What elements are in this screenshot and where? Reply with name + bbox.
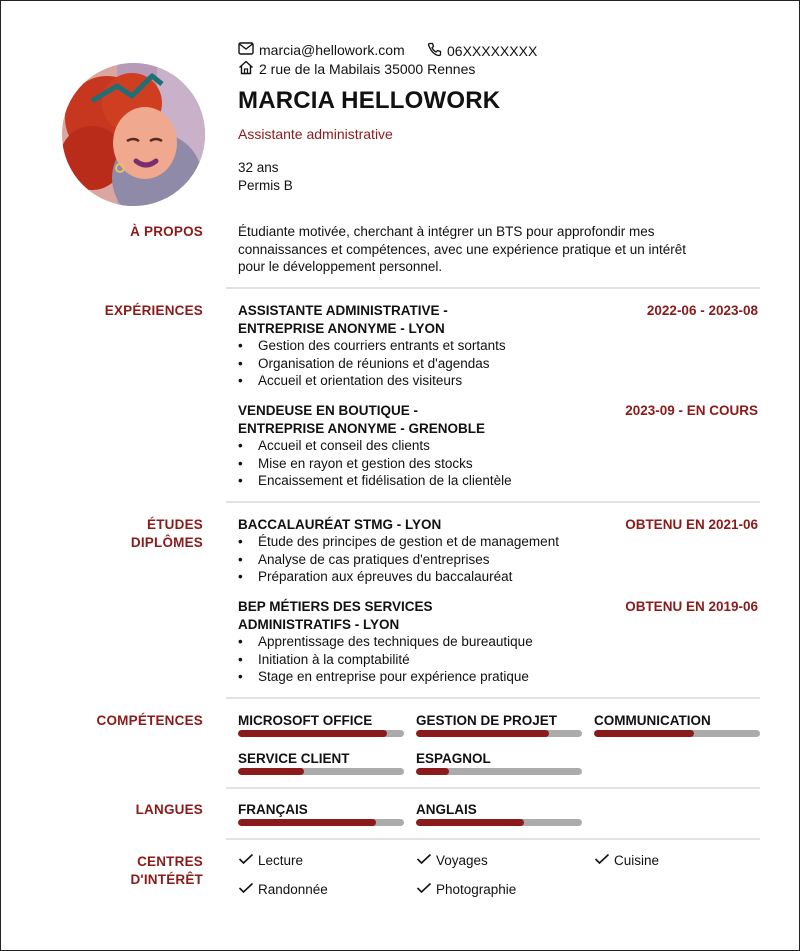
interest-label: Lecture bbox=[258, 853, 304, 868]
experience-title bbox=[238, 402, 485, 437]
skill-name: SERVICE CLIENT bbox=[238, 751, 350, 766]
list-item: • Préparation aux épreuves du baccalauréat bbox=[238, 568, 559, 586]
language-item bbox=[416, 801, 582, 826]
home-icon bbox=[238, 60, 254, 78]
education-bullets bbox=[238, 533, 559, 586]
language-bar bbox=[416, 819, 582, 826]
contact-email-row bbox=[238, 42, 405, 58]
experience-title-line: ENTREPRISE ANONYME - LYON bbox=[238, 320, 445, 336]
skill-bar-fill bbox=[238, 730, 387, 737]
email-text[interactable]: marcia@hellowork.com bbox=[259, 42, 405, 58]
list-item: • Analyse de cas pratiques d'entreprises bbox=[238, 551, 559, 569]
experience-title-line: ENTREPRISE ANONYME - GRENOBLE bbox=[238, 420, 486, 436]
list-item: • Étude des principes de gestion et de management bbox=[238, 533, 559, 551]
interest-label: Photographie bbox=[436, 882, 517, 897]
experience-date: 2023-09 - EN COURS bbox=[625, 403, 758, 418]
about-text bbox=[238, 223, 738, 276]
check-icon bbox=[238, 853, 254, 868]
envelope-icon bbox=[238, 42, 254, 58]
license: Permis B bbox=[238, 178, 293, 193]
about-line: pour le développement personnel. bbox=[238, 259, 443, 274]
check-icon bbox=[594, 853, 610, 868]
age: 32 ans bbox=[238, 160, 279, 175]
section-label-line: DIPLÔMES bbox=[130, 534, 203, 550]
section-label-experiences: EXPÉRIENCES bbox=[104, 303, 203, 318]
section-label-languages: LANGUES bbox=[135, 802, 203, 817]
interest-item bbox=[416, 853, 488, 868]
skill-bar bbox=[594, 730, 760, 737]
education-title-line: ADMINISTRATIFS - LYON bbox=[238, 616, 400, 632]
interest-item bbox=[416, 882, 516, 897]
section-label-line: ÉTUDES bbox=[147, 517, 203, 532]
education-title bbox=[238, 598, 433, 633]
skill-bar-fill bbox=[594, 730, 694, 737]
section-label-interests bbox=[130, 853, 203, 888]
list-item: • Accueil et conseil des clients bbox=[238, 437, 512, 455]
check-icon bbox=[416, 882, 432, 897]
skill-bar bbox=[238, 768, 404, 775]
divider bbox=[226, 697, 760, 699]
list-item: • Mise en rayon et gestion des stocks bbox=[238, 455, 512, 473]
about-line: connaissances et compétences, avec une expérience pratique et un intérêt bbox=[238, 241, 687, 257]
education-date: OBTENU EN 2019-06 bbox=[625, 599, 758, 614]
skill-name: MICROSOFT OFFICE bbox=[238, 713, 373, 728]
divider bbox=[226, 838, 760, 840]
interest-label: Randonnée bbox=[258, 882, 328, 897]
language-bar-fill bbox=[416, 819, 524, 826]
interest-label: Cuisine bbox=[614, 853, 660, 868]
divider bbox=[226, 287, 760, 289]
skill-item bbox=[594, 712, 760, 737]
skill-name: GESTION DE PROJET bbox=[416, 713, 558, 728]
list-item: • Initiation à la comptabilité bbox=[238, 651, 533, 669]
list-item: • Stage en entreprise pour expérience pratique bbox=[238, 668, 533, 686]
language-bar-fill bbox=[238, 819, 376, 826]
skill-bar bbox=[416, 768, 582, 775]
experience-title bbox=[238, 302, 448, 337]
divider bbox=[226, 787, 760, 789]
education-bullets bbox=[238, 633, 533, 686]
section-label-education bbox=[131, 516, 203, 551]
experience-bullets bbox=[238, 437, 512, 490]
candidate-name: MARCIA HELLOWORK bbox=[238, 87, 501, 114]
divider bbox=[226, 501, 760, 503]
section-label-line: CENTRES bbox=[137, 854, 203, 869]
phone-text[interactable]: 06XXXXXXXX bbox=[447, 43, 538, 59]
skill-item bbox=[238, 712, 404, 737]
section-label-skills: COMPÉTENCES bbox=[96, 713, 203, 728]
experience-title-line: VENDEUSE EN BOUTIQUE - bbox=[238, 403, 419, 418]
address-text: 2 rue de la Mabilais 35000 Rennes bbox=[259, 61, 476, 77]
skill-bar-fill bbox=[416, 768, 449, 775]
check-icon bbox=[416, 853, 432, 868]
language-name: FRANÇAIS bbox=[238, 802, 308, 817]
list-item: • Accueil et orientation des visiteurs bbox=[238, 372, 506, 390]
job-title: Assistante administrative bbox=[238, 126, 393, 142]
check-icon bbox=[238, 882, 254, 897]
section-label-line: D'INTÉRÊT bbox=[130, 871, 203, 887]
interest-label: Voyages bbox=[436, 853, 488, 868]
contact-address-row bbox=[238, 60, 475, 78]
skill-item bbox=[416, 750, 582, 775]
education-title: BACCALAURÉAT STMG - LYON bbox=[238, 517, 442, 532]
skill-bar-fill bbox=[238, 768, 304, 775]
skill-item bbox=[416, 712, 582, 737]
experience-date: 2022-06 - 2023-08 bbox=[646, 303, 758, 318]
phone-icon bbox=[427, 42, 442, 60]
contact-phone-row bbox=[427, 42, 537, 60]
profile-photo bbox=[62, 63, 205, 206]
skill-bar-fill bbox=[416, 730, 549, 737]
section-label-about: À PROPOS bbox=[130, 224, 203, 239]
skill-name: ESPAGNOL bbox=[416, 751, 491, 766]
skill-bar bbox=[238, 730, 404, 737]
language-name: ANGLAIS bbox=[416, 802, 477, 817]
education-title-line: BEP MÉTIERS DES SERVICES bbox=[238, 599, 433, 614]
experience-title-line: ASSISTANTE ADMINISTRATIVE - bbox=[238, 303, 448, 318]
list-item: • Apprentissage des techniques de bureautique bbox=[238, 633, 533, 651]
education-date: OBTENU EN 2021-06 bbox=[625, 517, 758, 532]
interest-item bbox=[238, 882, 328, 897]
list-item: • Organisation de réunions et d'agendas bbox=[238, 355, 506, 373]
language-item bbox=[238, 801, 404, 826]
interest-item bbox=[594, 853, 659, 868]
experience-bullets bbox=[238, 337, 506, 390]
interest-item bbox=[238, 853, 303, 868]
list-item: • Gestion des courriers entrants et sortants bbox=[238, 337, 506, 355]
skill-name: COMMUNICATION bbox=[594, 713, 711, 728]
skill-item bbox=[238, 750, 404, 775]
language-bar bbox=[238, 819, 404, 826]
skill-bar bbox=[416, 730, 582, 737]
list-item: • Encaissement et fidélisation de la clientèle bbox=[238, 472, 512, 490]
about-line: Étudiante motivée, cherchant à intégrer un BTS pour approfondir mes bbox=[238, 224, 655, 239]
